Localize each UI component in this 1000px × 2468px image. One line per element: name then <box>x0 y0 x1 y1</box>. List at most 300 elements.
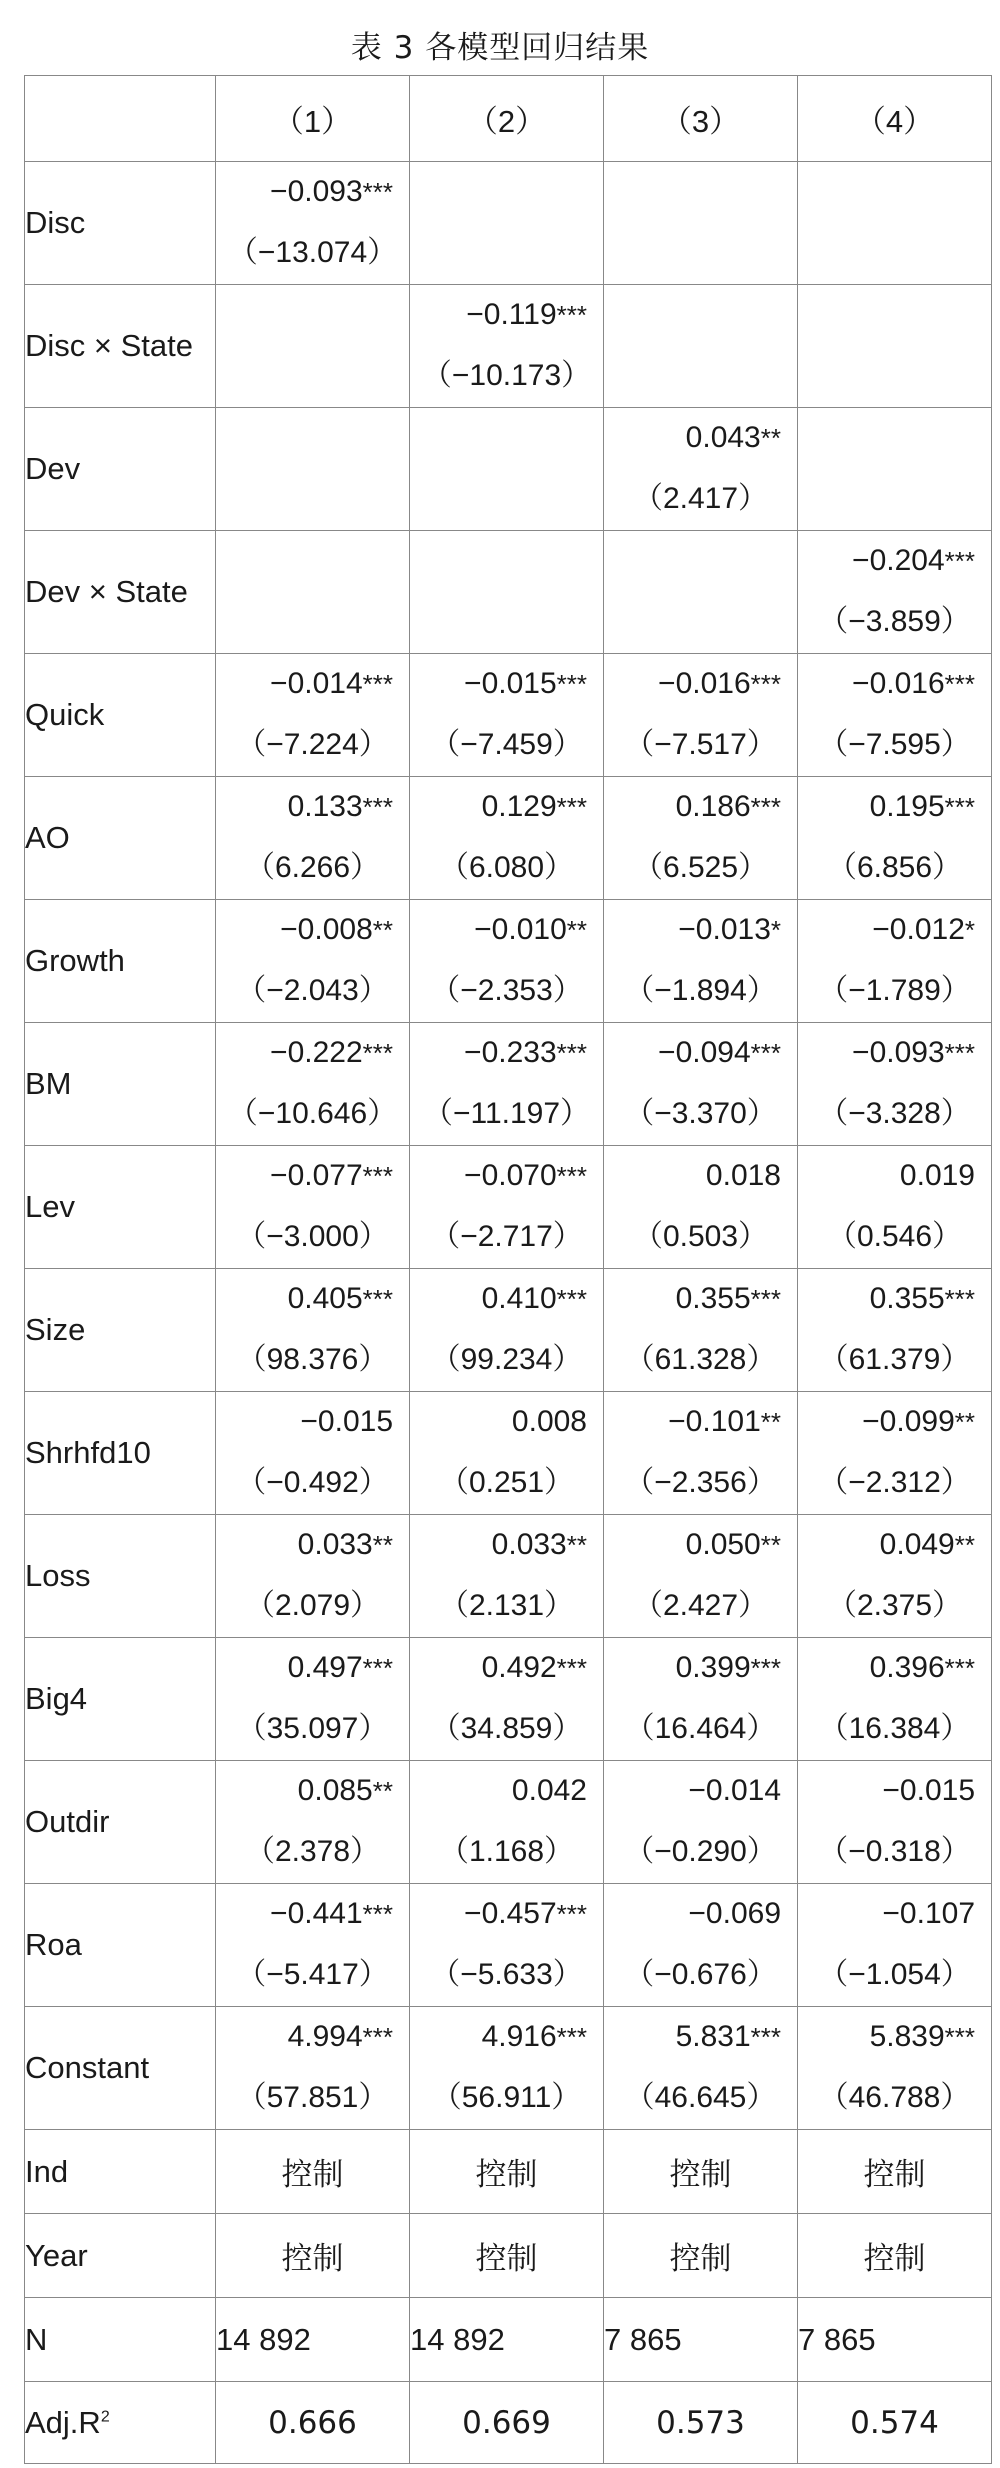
variable-name-base: Adj.R <box>25 2404 101 2440</box>
coefficient-number: −0.010 <box>474 913 567 946</box>
summary-cell: 0.574 <box>798 2382 992 2464</box>
significance-stars: ** <box>566 1530 587 1560</box>
coefficient-cell <box>410 1146 604 1269</box>
variable-name: Shrhfd10 <box>25 1392 216 1515</box>
t-statistic: （2.378） <box>244 1835 381 1868</box>
t-statistic: （6.266） <box>244 851 381 884</box>
coefficient-value <box>216 2020 409 2054</box>
header-row <box>25 76 992 162</box>
significance-stars: *** <box>750 792 781 822</box>
coefficient-number: −0.119 <box>466 298 557 331</box>
significance-stars: * <box>770 915 781 945</box>
coefficient-number: −0.094 <box>658 1036 751 1069</box>
coefficient-cell <box>216 1023 410 1146</box>
summary-cell: 控制 <box>216 2214 410 2298</box>
coefficient-cell <box>410 900 604 1023</box>
coefficient-value <box>798 1528 991 1562</box>
coefficient-cell <box>410 1023 604 1146</box>
significance-stars: *** <box>362 2022 393 2052</box>
variable-name: N <box>25 2298 216 2382</box>
t-statistic: （6.525） <box>632 851 769 884</box>
significance-stars: *** <box>944 2022 975 2052</box>
coefficient-number: −0.093 <box>852 1036 945 1069</box>
coefficient-cell <box>604 654 798 777</box>
coefficient-number: 0.019 <box>899 1159 975 1192</box>
column-header-1: （1） <box>216 76 410 162</box>
coefficient-number: 0.042 <box>511 1774 587 1807</box>
coefficient-value <box>798 1774 991 1808</box>
t-statistic: （99.234） <box>430 1343 583 1376</box>
significance-stars: *** <box>556 2022 587 2052</box>
coefficient-value <box>410 1528 603 1562</box>
t-statistic: （−0.492） <box>236 1466 389 1499</box>
coefficient-cell <box>216 162 410 285</box>
coefficient-value <box>216 1405 409 1439</box>
significance-stars: ** <box>760 1530 781 1560</box>
t-statistic: （−10.646） <box>227 1097 398 1130</box>
significance-stars: *** <box>750 1653 781 1683</box>
variable-name-superscript: 2 <box>100 2408 110 2426</box>
variable-name: Outdir <box>25 1761 216 1884</box>
coefficient-cell <box>410 1884 604 2007</box>
header-blank-cell <box>25 76 216 162</box>
coefficient-number: 0.399 <box>675 1651 751 1684</box>
significance-stars: *** <box>944 1653 975 1683</box>
coefficient-value <box>216 1036 409 1070</box>
t-statistic: （−13.074） <box>227 236 398 269</box>
table-row <box>25 1761 992 1884</box>
coefficient-value <box>604 1282 797 1316</box>
coefficient-value <box>410 1774 603 1808</box>
coefficient-cell <box>798 531 992 654</box>
coefficient-value <box>410 298 603 332</box>
coefficient-cell <box>604 1761 798 1884</box>
t-statistic: （16.384） <box>818 1712 971 1745</box>
coefficient-cell <box>410 777 604 900</box>
column-header-2: （2） <box>410 76 604 162</box>
summary-cell: 控制 <box>604 2214 798 2298</box>
coefficient-cell <box>604 900 798 1023</box>
table-row <box>25 1515 992 1638</box>
coefficient-cell <box>216 1515 410 1638</box>
coefficient-number: 0.129 <box>481 790 557 823</box>
variable-name: Constant <box>25 2007 216 2130</box>
t-statistic: （61.328） <box>624 1343 777 1376</box>
coefficient-cell <box>410 531 604 654</box>
coefficient-cell <box>604 1023 798 1146</box>
coefficient-number: −0.016 <box>658 667 751 700</box>
coefficient-number: 0.410 <box>481 1282 557 1315</box>
significance-stars: *** <box>556 1038 587 1068</box>
coefficient-cell <box>798 900 992 1023</box>
significance-stars: *** <box>750 1038 781 1068</box>
coefficient-value <box>410 1897 603 1931</box>
significance-stars: *** <box>556 1284 587 1314</box>
coefficient-cell <box>216 1638 410 1761</box>
coefficient-number: −0.015 <box>300 1405 393 1438</box>
coefficient-value <box>216 1651 409 1685</box>
coefficient-value <box>604 1651 797 1685</box>
coefficient-cell <box>604 162 798 285</box>
coefficient-value <box>604 1897 797 1931</box>
variable-name: Disc × State <box>25 285 216 408</box>
t-statistic: （−10.173） <box>421 359 592 392</box>
adj-r2-row <box>25 2382 992 2464</box>
t-statistic: （−3.859） <box>818 605 971 638</box>
table-row <box>25 654 992 777</box>
coefficient-cell <box>604 408 798 531</box>
t-statistic: （−2.717） <box>430 1220 583 1253</box>
coefficient-cell <box>798 1392 992 1515</box>
coefficient-value <box>410 1405 603 1439</box>
coefficient-cell <box>410 408 604 531</box>
coefficient-number: −0.015 <box>882 1774 975 1807</box>
variable-name: Size <box>25 1269 216 1392</box>
t-statistic: （−5.633） <box>430 1958 583 1991</box>
coefficient-cell <box>216 1146 410 1269</box>
coefficient-value <box>216 1528 409 1562</box>
t-statistic: （56.911） <box>431 2081 582 2114</box>
t-statistic: （46.645） <box>624 2081 777 2114</box>
t-statistic: （34.859） <box>430 1712 583 1745</box>
coefficient-value <box>410 2020 603 2054</box>
coefficient-number: 0.492 <box>481 1651 557 1684</box>
coefficient-cell <box>216 1761 410 1884</box>
coefficient-number: 4.916 <box>481 2020 557 2053</box>
coefficient-value <box>216 913 409 947</box>
significance-stars: ** <box>954 1407 975 1437</box>
significance-stars: *** <box>362 1161 393 1191</box>
coefficient-number: −0.008 <box>280 913 373 946</box>
summary-cell: 控制 <box>410 2214 604 2298</box>
coefficient-value <box>798 1036 991 1070</box>
t-statistic: （46.788） <box>818 2081 971 2114</box>
coefficient-cell <box>798 1761 992 1884</box>
t-statistic: （−3.370） <box>624 1097 777 1130</box>
table-row <box>25 900 992 1023</box>
coefficient-cell <box>216 1884 410 2007</box>
coefficient-value <box>216 1159 409 1193</box>
coefficient-value <box>410 790 603 824</box>
coefficient-number: 0.497 <box>287 1651 363 1684</box>
coefficient-value <box>798 913 991 947</box>
t-statistic: （−0.676） <box>624 1958 777 1991</box>
significance-stars: *** <box>556 792 587 822</box>
coefficient-number: 0.050 <box>685 1528 761 1561</box>
coefficient-cell <box>798 1515 992 1638</box>
coefficient-number: 0.355 <box>675 1282 751 1315</box>
significance-stars: *** <box>362 1284 393 1314</box>
t-statistic: （0.251） <box>438 1466 575 1499</box>
coefficient-number: −0.204 <box>852 544 945 577</box>
coefficient-cell <box>798 2007 992 2130</box>
variable-name: Growth <box>25 900 216 1023</box>
t-statistic: （1.168） <box>438 1835 575 1868</box>
significance-stars: ** <box>566 915 587 945</box>
coefficient-number: 0.043 <box>685 421 761 454</box>
coefficient-number: 0.405 <box>287 1282 363 1315</box>
coefficient-number: −0.015 <box>464 667 557 700</box>
t-statistic: （61.379） <box>818 1343 971 1376</box>
coefficient-number: −0.457 <box>464 1897 557 1930</box>
coefficient-cell <box>216 2007 410 2130</box>
significance-stars: *** <box>362 177 393 207</box>
control-row <box>25 2130 992 2214</box>
t-statistic: （0.546） <box>826 1220 963 1253</box>
significance-stars: *** <box>556 1653 587 1683</box>
observations-row <box>25 2298 992 2382</box>
t-statistic: （−11.197） <box>422 1097 591 1130</box>
coefficient-number: 0.396 <box>869 1651 945 1684</box>
coefficient-number: 0.008 <box>511 1405 587 1438</box>
t-statistic: （−1.054） <box>818 1958 971 1991</box>
significance-stars: * <box>964 915 975 945</box>
coefficient-number: −0.069 <box>688 1897 781 1930</box>
control-row <box>25 2214 992 2298</box>
t-statistic: （2.079） <box>244 1589 381 1622</box>
coefficient-cell <box>798 162 992 285</box>
coefficient-number: 0.085 <box>297 1774 373 1807</box>
variable-name: Dev × State <box>25 531 216 654</box>
significance-stars: *** <box>944 546 975 576</box>
coefficient-cell <box>410 1392 604 1515</box>
table-row <box>25 1023 992 1146</box>
coefficient-value <box>410 913 603 947</box>
significance-stars: *** <box>362 1899 393 1929</box>
coefficient-value <box>798 790 991 824</box>
summary-cell: 14 892 <box>216 2298 410 2382</box>
coefficient-number: −0.016 <box>852 667 945 700</box>
coefficient-value <box>216 175 409 209</box>
coefficient-value <box>798 1651 991 1685</box>
significance-stars: *** <box>362 669 393 699</box>
significance-stars: ** <box>372 1530 393 1560</box>
significance-stars: *** <box>944 1284 975 1314</box>
coefficient-cell <box>798 1269 992 1392</box>
summary-cell: 14 892 <box>410 2298 604 2382</box>
coefficient-value <box>798 2020 991 2054</box>
coefficient-value <box>798 1405 991 1439</box>
significance-stars: *** <box>362 1038 393 1068</box>
coefficient-cell <box>604 1146 798 1269</box>
table-row <box>25 1146 992 1269</box>
t-statistic: （−0.290） <box>624 1835 777 1868</box>
variable-name: Lev <box>25 1146 216 1269</box>
coefficient-cell <box>216 1392 410 1515</box>
variable-name: Big4 <box>25 1638 216 1761</box>
significance-stars: ** <box>954 1530 975 1560</box>
coefficient-number: −0.077 <box>270 1159 363 1192</box>
significance-stars: *** <box>750 1284 781 1314</box>
coefficient-cell <box>216 1269 410 1392</box>
summary-cell: 7 865 <box>798 2298 992 2382</box>
t-statistic: （2.417） <box>632 482 769 515</box>
t-statistic: （−2.043） <box>236 974 389 1007</box>
coefficient-value <box>798 1282 991 1316</box>
coefficient-value <box>216 1897 409 1931</box>
significance-stars: *** <box>556 1161 587 1191</box>
t-statistic: （0.503） <box>632 1220 769 1253</box>
coefficient-cell <box>604 1515 798 1638</box>
coefficient-cell <box>798 1023 992 1146</box>
t-statistic: （−2.356） <box>624 1466 777 1499</box>
coefficient-number: 0.033 <box>297 1528 373 1561</box>
coefficient-cell <box>604 2007 798 2130</box>
summary-cell: 控制 <box>216 2130 410 2214</box>
t-statistic: （−7.517） <box>624 728 777 761</box>
t-statistic: （−7.224） <box>236 728 389 761</box>
coefficient-value <box>798 1159 991 1193</box>
coefficient-value <box>798 1897 991 1931</box>
significance-stars: *** <box>556 669 587 699</box>
coefficient-number: −0.093 <box>270 175 363 208</box>
coefficient-value <box>216 667 409 701</box>
coefficient-cell <box>216 285 410 408</box>
summary-cell: 控制 <box>410 2130 604 2214</box>
significance-stars: *** <box>556 1899 587 1929</box>
variable-name <box>25 2382 216 2464</box>
table-row <box>25 162 992 285</box>
significance-stars: ** <box>760 423 781 453</box>
variable-name: Roa <box>25 1884 216 2007</box>
coefficient-number: −0.101 <box>668 1405 761 1438</box>
coefficient-cell <box>410 1269 604 1392</box>
t-statistic: （2.427） <box>632 1589 769 1622</box>
variable-name: Loss <box>25 1515 216 1638</box>
coefficient-value <box>604 2020 797 2054</box>
coefficient-cell <box>410 162 604 285</box>
coefficient-cell <box>410 1761 604 1884</box>
coefficient-value <box>410 1036 603 1070</box>
coefficient-cell <box>604 285 798 408</box>
coefficient-cell <box>604 1392 798 1515</box>
coefficient-value <box>604 1528 797 1562</box>
coefficient-value <box>604 1405 797 1439</box>
table-row <box>25 1884 992 2007</box>
summary-cell: 0.666 <box>216 2382 410 2464</box>
t-statistic: （2.131） <box>438 1589 575 1622</box>
t-statistic: （−1.894） <box>624 974 777 1007</box>
coefficient-cell <box>798 1638 992 1761</box>
t-statistic: （−2.353） <box>430 974 583 1007</box>
coefficient-number: 5.839 <box>869 2020 945 2053</box>
significance-stars: *** <box>362 792 393 822</box>
coefficient-cell <box>604 1884 798 2007</box>
coefficient-value <box>410 667 603 701</box>
table-row <box>25 285 992 408</box>
variable-name: Year <box>25 2214 216 2298</box>
column-header-4: （4） <box>798 76 992 162</box>
table-row <box>25 777 992 900</box>
coefficient-cell <box>216 654 410 777</box>
coefficient-value <box>604 1036 797 1070</box>
t-statistic: （−1.789） <box>818 974 971 1007</box>
coefficient-cell <box>604 777 798 900</box>
summary-cell: 0.573 <box>604 2382 798 2464</box>
coefficient-value <box>798 667 991 701</box>
summary-cell: 7 865 <box>604 2298 798 2382</box>
coefficient-number: −0.233 <box>464 1036 557 1069</box>
coefficient-cell <box>216 408 410 531</box>
coefficient-number: −0.014 <box>270 667 363 700</box>
coefficient-cell <box>604 1638 798 1761</box>
coefficient-value <box>216 1282 409 1316</box>
variable-name: Quick <box>25 654 216 777</box>
coefficient-number: −0.107 <box>882 1897 975 1930</box>
t-statistic: （16.464） <box>624 1712 777 1745</box>
t-statistic: （2.375） <box>826 1589 963 1622</box>
t-statistic: （6.080） <box>438 851 575 884</box>
coefficient-number: −0.222 <box>270 1036 363 1069</box>
significance-stars: *** <box>944 792 975 822</box>
summary-cell: 控制 <box>798 2214 992 2298</box>
summary-cell: 控制 <box>604 2130 798 2214</box>
significance-stars: *** <box>362 1653 393 1683</box>
significance-stars: *** <box>750 669 781 699</box>
coefficient-number: 0.018 <box>705 1159 781 1192</box>
t-statistic: （−0.318） <box>818 1835 971 1868</box>
table-title: 表 3 各模型回归结果 <box>350 30 650 66</box>
coefficient-cell <box>798 285 992 408</box>
coefficient-cell <box>216 900 410 1023</box>
coefficient-value <box>604 790 797 824</box>
coefficient-cell <box>798 1884 992 2007</box>
t-statistic: （35.097） <box>236 1712 389 1745</box>
coefficient-cell <box>216 777 410 900</box>
coefficient-cell <box>410 1515 604 1638</box>
coefficient-value <box>604 421 797 455</box>
coefficient-number: 5.831 <box>675 2020 751 2053</box>
coefficient-cell <box>410 2007 604 2130</box>
table-row <box>25 1269 992 1392</box>
coefficient-cell <box>798 777 992 900</box>
coefficient-number: −0.441 <box>270 1897 363 1930</box>
coefficient-cell <box>798 654 992 777</box>
significance-stars: *** <box>944 669 975 699</box>
coefficient-value <box>604 1774 797 1808</box>
t-statistic: （−2.312） <box>818 1466 971 1499</box>
significance-stars: *** <box>750 2022 781 2052</box>
variable-name: Disc <box>25 162 216 285</box>
coefficient-number: −0.013 <box>678 913 771 946</box>
t-statistic: （98.376） <box>236 1343 389 1376</box>
t-statistic: （−3.000） <box>236 1220 389 1253</box>
variable-name: Dev <box>25 408 216 531</box>
significance-stars: ** <box>372 915 393 945</box>
coefficient-number: 0.049 <box>879 1528 955 1561</box>
t-statistic: （−7.459） <box>430 728 583 761</box>
coefficient-number: −0.099 <box>862 1405 955 1438</box>
coefficient-number: 0.133 <box>287 790 363 823</box>
coefficient-cell <box>410 1638 604 1761</box>
variable-name: BM <box>25 1023 216 1146</box>
t-statistic: （−3.328） <box>818 1097 971 1130</box>
t-statistic: （57.851） <box>236 2081 389 2114</box>
t-statistic: （6.856） <box>826 851 963 884</box>
coefficient-cell <box>216 531 410 654</box>
coefficient-cell <box>410 285 604 408</box>
summary-cell: 0.669 <box>410 2382 604 2464</box>
regression-table <box>24 75 992 2464</box>
table-row <box>25 531 992 654</box>
coefficient-number: 0.186 <box>675 790 751 823</box>
t-statistic: （−5.417） <box>236 1958 389 1991</box>
variable-name: AO <box>25 777 216 900</box>
coefficient-number: 0.355 <box>869 1282 945 1315</box>
significance-stars: ** <box>760 1407 781 1437</box>
significance-stars: *** <box>944 1038 975 1068</box>
coefficient-value <box>410 1159 603 1193</box>
